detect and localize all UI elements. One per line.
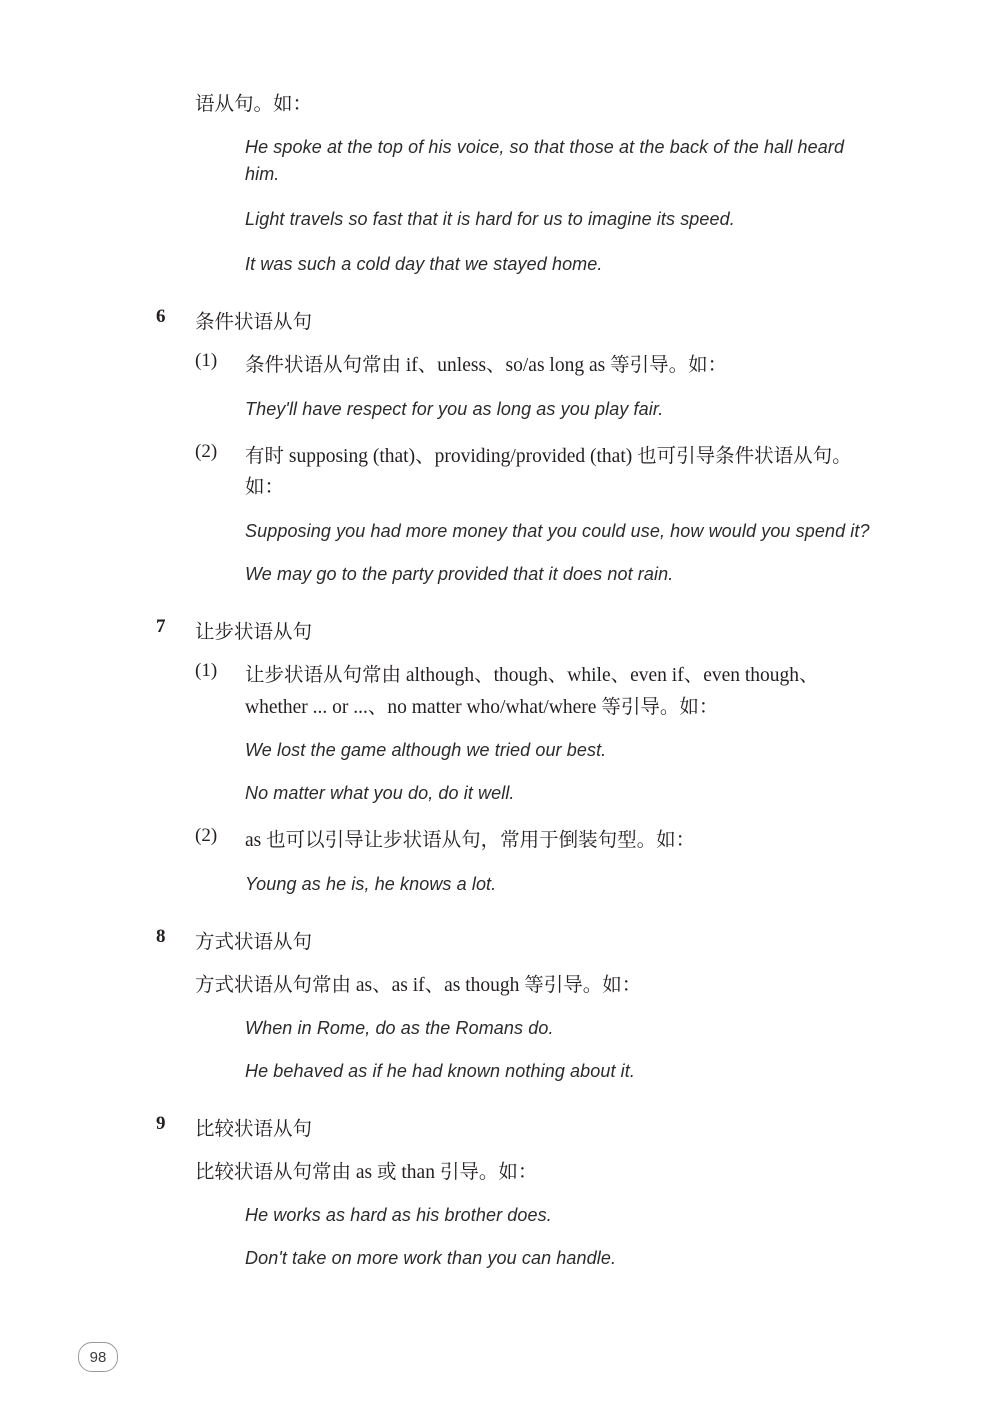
sub-item-marker: (2) [195,825,218,847]
section-number: 6 [156,306,166,328]
sub-item [140,660,880,723]
sub-item-marker: (1) [195,350,218,372]
example-sentence: He behaved as if he had known nothing about it. [245,1060,635,1081]
example-sentence: Young as he is, he knows a lot. [245,873,497,894]
sub-item-marker: (2) [195,440,218,462]
sub-item [140,825,880,857]
section-title: 条件状语从句 [195,312,313,334]
example-sentence: We lost the game although we tried our best. [245,740,607,761]
example-sentence: He works as hard as his brother does. [245,1205,552,1226]
section-title: 比较状语从句 [195,1118,313,1140]
sub-item-text: 让步状语从句常由 although、though、while、even if、even though、whether ... or ...、no matter who/what/where 等引导。如： [245,664,819,718]
section-heading [140,926,880,954]
section-number: 7 [156,615,166,637]
section-number: 8 [156,925,166,947]
sub-item-text: 条件状语从句常由 if、unless、so/as long as 等引导。如： [245,355,728,377]
example-sentence: Don't take on more work than you can handle. [245,1248,617,1269]
sub-item-text: as 也可以引导让步状语从句，常用于倒装句型。如： [245,830,696,852]
example-sentence: He spoke at the top of his voice, so that those at the back of the hall heard him. [245,137,845,185]
sub-item [140,441,880,504]
page-number: 98 [78,1342,118,1372]
section-heading [140,616,880,644]
section-heading [140,1113,880,1141]
example-sentence: They'll have respect for you as long as you play fair. [245,398,664,419]
example-sentence: Supposing you had more money that you could use, how would you spend it? [245,520,870,541]
example-sentence: It was such a cold day that we stayed home. [245,254,603,275]
section-title: 让步状语从句 [195,621,313,643]
example-sentence: We may go to the party provided that it does not rain. [245,563,674,584]
continuation-line: 语从句。如： [195,94,313,115]
sub-item-marker: (1) [195,659,218,681]
sub-item-text: 有时 supposing (that)、providing/provided (that) 也可引导条件状语从句。如： [245,445,852,499]
sub-item [140,350,880,382]
section-heading [140,306,880,334]
example-sentence: Light travels so fast that it is hard for us to imagine its speed. [245,209,735,230]
section-body-text: 比较状语从句常由 as 或 than 引导。如： [195,1161,538,1183]
example-sentence: No matter what you do, do it well. [245,783,515,804]
section-body-text: 方式状语从句常由 as、as if、as though 等引导。如： [195,974,642,996]
section-number: 9 [156,1112,166,1134]
example-sentence: When in Rome, do as the Romans do. [245,1017,554,1038]
section-title: 方式状语从句 [195,931,313,953]
